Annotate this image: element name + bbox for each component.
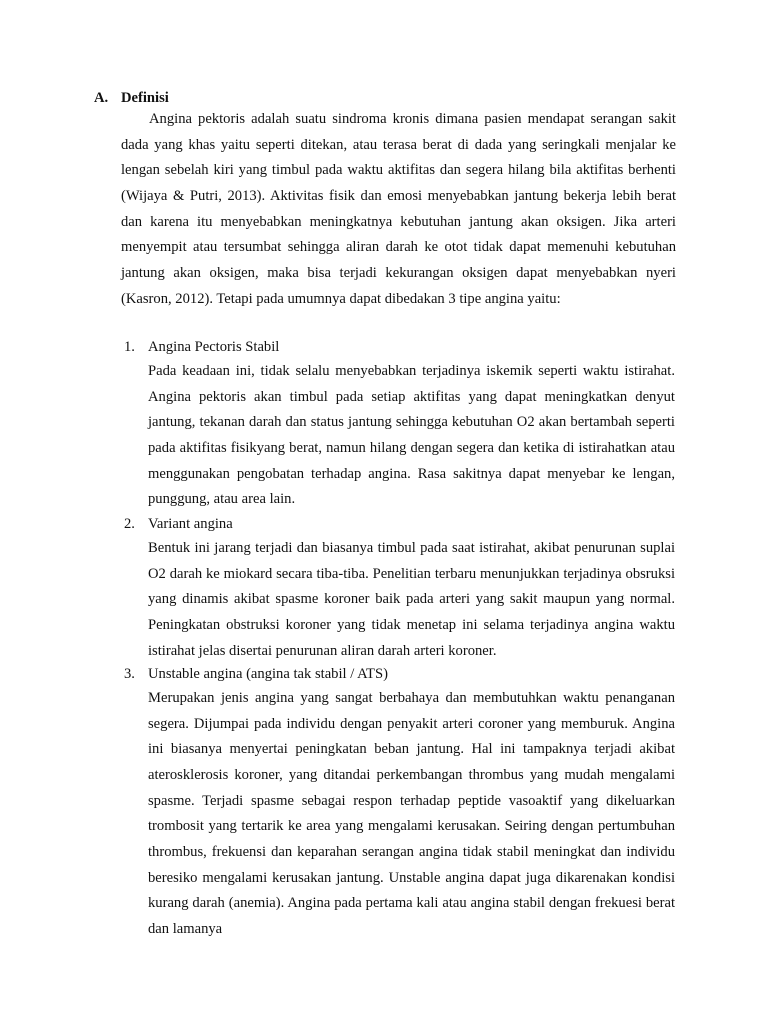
list-title: Variant angina <box>148 516 233 532</box>
list-item-title-2 <box>124 512 233 537</box>
list-title: Angina Pectoris Stabil <box>148 339 280 355</box>
list-item-body-1: Pada keadaan ini, tidak selalu menyebabkan terjadinya iskemik seperti waktu istirahat. Angina pektoris akan timbul pada setiap aktifitas yang dapat meningkatkan denyut jantung, tekanan darah dan status jantung sehingga kebutuhan O2 akan bertambah seperti pada aktifitas fisikyang berat, namun hilang dengan segera dan ketika di istirahatkan atau menggunakan pengobatan terhadap angina. Rasa sakitnya dapat menyebar ke lengan, punggung, atau area lain. <box>148 363 675 508</box>
list-item-body-3: Merupakan jenis angina yang sangat berbahaya dan membutuhkan waktu penanganan segera. Dijumpai pada individu dengan penyakit arteri coroner yang memburuk. Angina ini biasanya menyertai peningkatan beban jantung. Hal ini tampaknya terjadi akibat aterosklerosis koroner, yang ditandai perkembangan thrombus yang mudah mengalami spasme. Terjadi spasme sebagai respon terhadap peptide vasoaktif yang dikeluarkan trombosit yang tertarik ke area yang mengalami kerusakan. Seiring dengan pertumbuhan thrombus, frekuensi dan keparahan serangan angina tidak stabil meningkat dan individu beresiko mengalami kerusakan jantung. Unstable angina dapat juga dikarenakan kondisi kurang darah (anemia). Angina pada pertama kali atau angina stabil dengan frekuesi berat dan lamanya <box>148 690 675 937</box>
list-item-title-3 <box>124 662 388 687</box>
intro-paragraph: Angina pektoris adalah suatu sindroma kronis dimana pasien mendapat serangan sakit dada yang khas yaitu seperti ditekan, atau terasa berat di dada yang seringkali menjalar ke lengan sebelah kiri yang timbul pada waktu aktifitas dan segera hilang bila aktifitas berhenti (Wijaya & Putri, 2013). Aktivitas fisik dan emosi menyebabkan jantung bekerja lebih berat dan karena itu menyebabkan meningkatnya kebutuhan jantung akan oksigen. Jika arteri menyempit atau tersumbat sehingga aliran darah ke otot tidak dapat memenuhi kebutuhan jantung akan oksigen, maka bisa terjadi kekurangan oksigen dapat menyebabkan nyeri (Kasron, 2012). Tetapi pada umumnya dapat dibedakan 3 tipe angina yaitu: <box>121 111 676 307</box>
list-number: 1. <box>124 339 135 355</box>
list-number: 2. <box>124 516 135 532</box>
list-item-title-1 <box>124 335 279 360</box>
list-item-body-2: Bentuk ini jarang terjadi dan biasanya timbul pada saat istirahat, akibat penurunan suplai O2 darah ke miokard secara tiba-tiba. Penelitian terbaru menunjukkan terjadinya obsruksi yang dinamis akibat spasme koroner baik pada arteri yang sakit maupun yang normal. Peningkatan obstruksi koroner yang tidak menetap ini selama terjadinya angina waktu istirahat jelas disertai penurunan aliran darah arteri koroner. <box>148 540 675 659</box>
list-title: Unstable angina (angina tak stabil / ATS) <box>148 666 388 682</box>
section-letter: A. <box>94 90 109 106</box>
section-title: Definisi <box>121 90 169 106</box>
list-number: 3. <box>124 666 135 682</box>
